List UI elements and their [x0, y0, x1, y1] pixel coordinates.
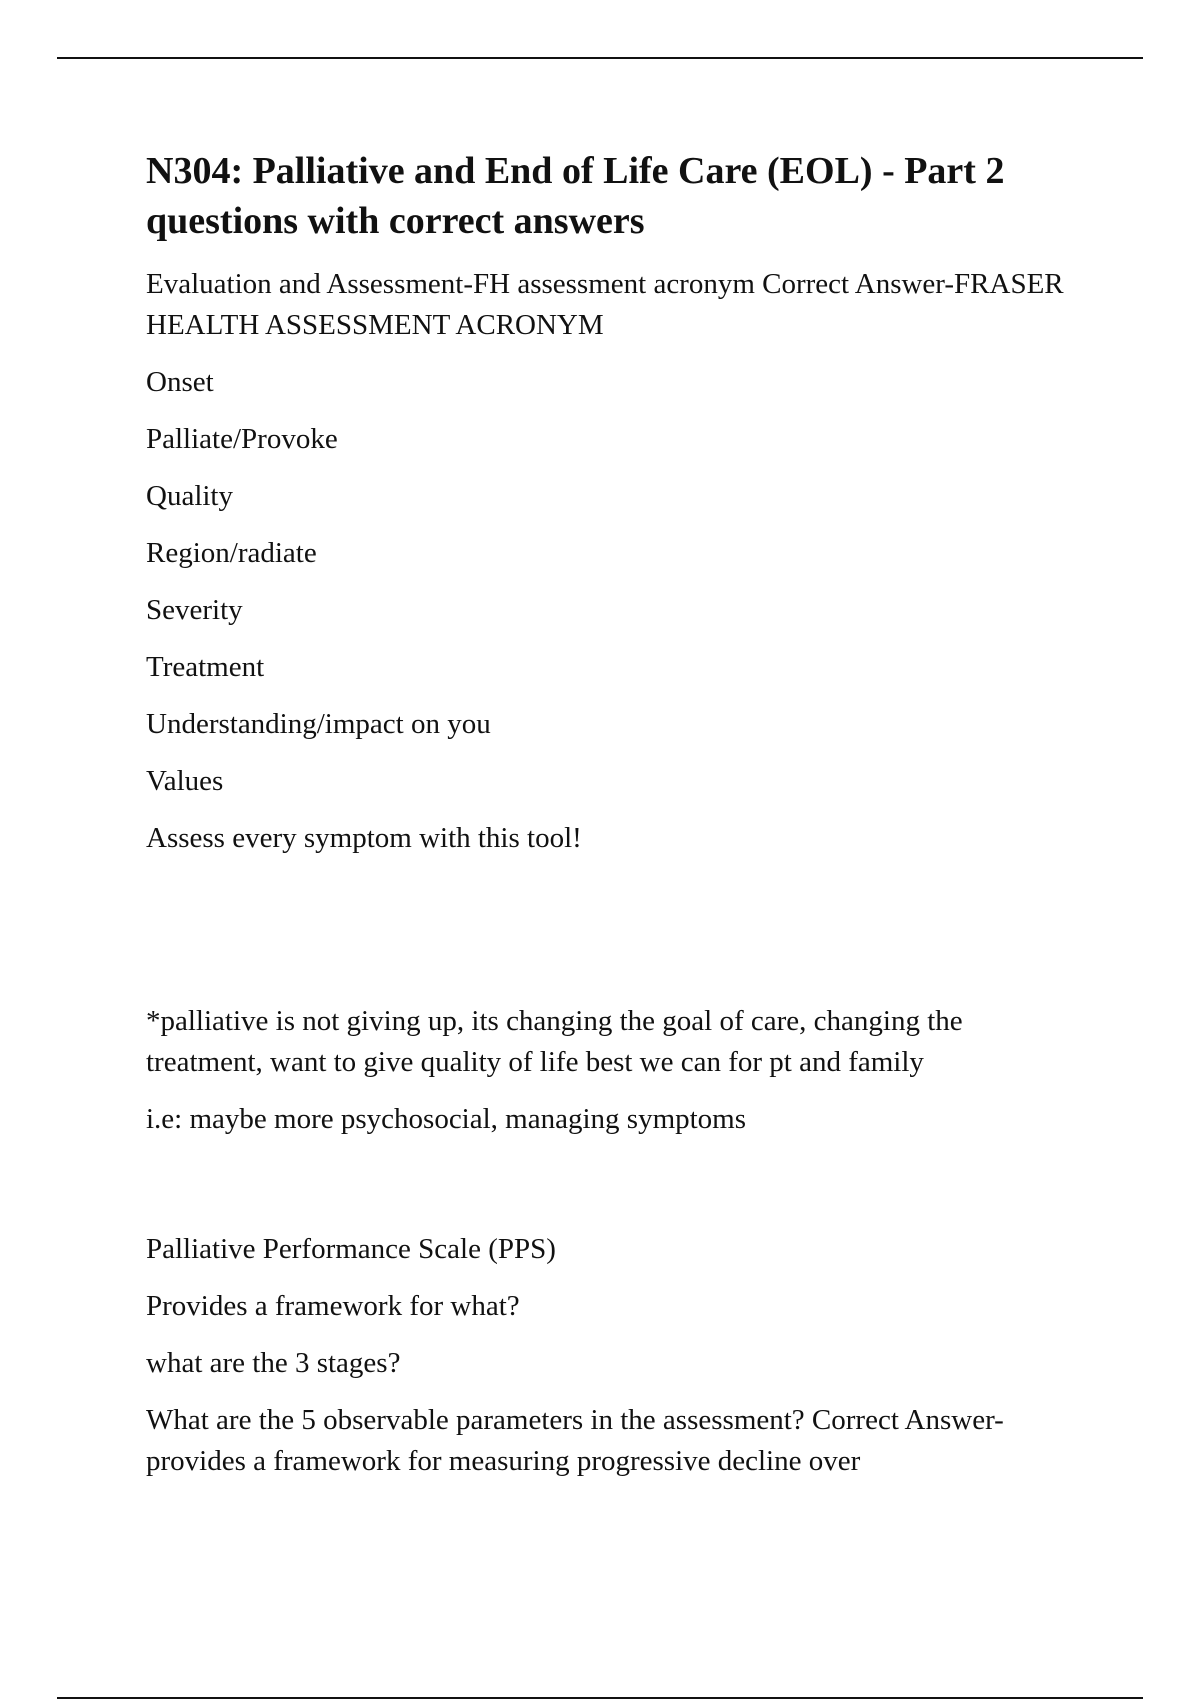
acronym-item-values: Values	[146, 765, 224, 797]
acronym-item-quality: Quality	[146, 480, 233, 512]
pps-question-parameters: What are the 5 observable parameters in the assessment? Correct Answer-provides a framework for measuring progressive decline over	[146, 1404, 1004, 1477]
acronym-item-region: Region/radiate	[146, 537, 317, 569]
acronym-item-understanding: Understanding/impact on you	[146, 708, 491, 740]
acronym-item-treatment: Treatment	[146, 651, 265, 683]
document-body	[146, 146, 1066, 1498]
acronym-item-palliate: Palliate/Provoke	[146, 423, 338, 455]
assessment-note: Assess every symptom with this tool!	[146, 822, 582, 854]
section-gap	[146, 1156, 1066, 1229]
question-assessment-acronym: Evaluation and Assessment-FH assessment acronym Correct Answer-FRASER HEALTH ASSESSMENT ACRONYM	[146, 268, 1064, 341]
pps-question-stages: what are the 3 stages?	[146, 1347, 401, 1379]
pps-heading: Palliative Performance Scale (PPS)	[146, 1233, 556, 1265]
pps-question-framework: Provides a framework for what?	[146, 1290, 520, 1322]
acronym-item-onset: Onset	[146, 366, 214, 398]
section-gap	[146, 875, 1066, 1001]
palliative-definition-note: *palliative is not giving up, its changing the goal of care, changing the treatment, want to give quality of life best we can for pt and family	[146, 1005, 963, 1078]
bottom-rule	[57, 1697, 1143, 1699]
palliative-example-note: i.e: maybe more psychosocial, managing symptoms	[146, 1103, 747, 1135]
document-title: N304: Palliative and End of Life Care (EOL) - Part 2 questions with correct answers	[146, 150, 1005, 242]
top-rule	[57, 57, 1143, 59]
acronym-item-severity: Severity	[146, 594, 243, 626]
